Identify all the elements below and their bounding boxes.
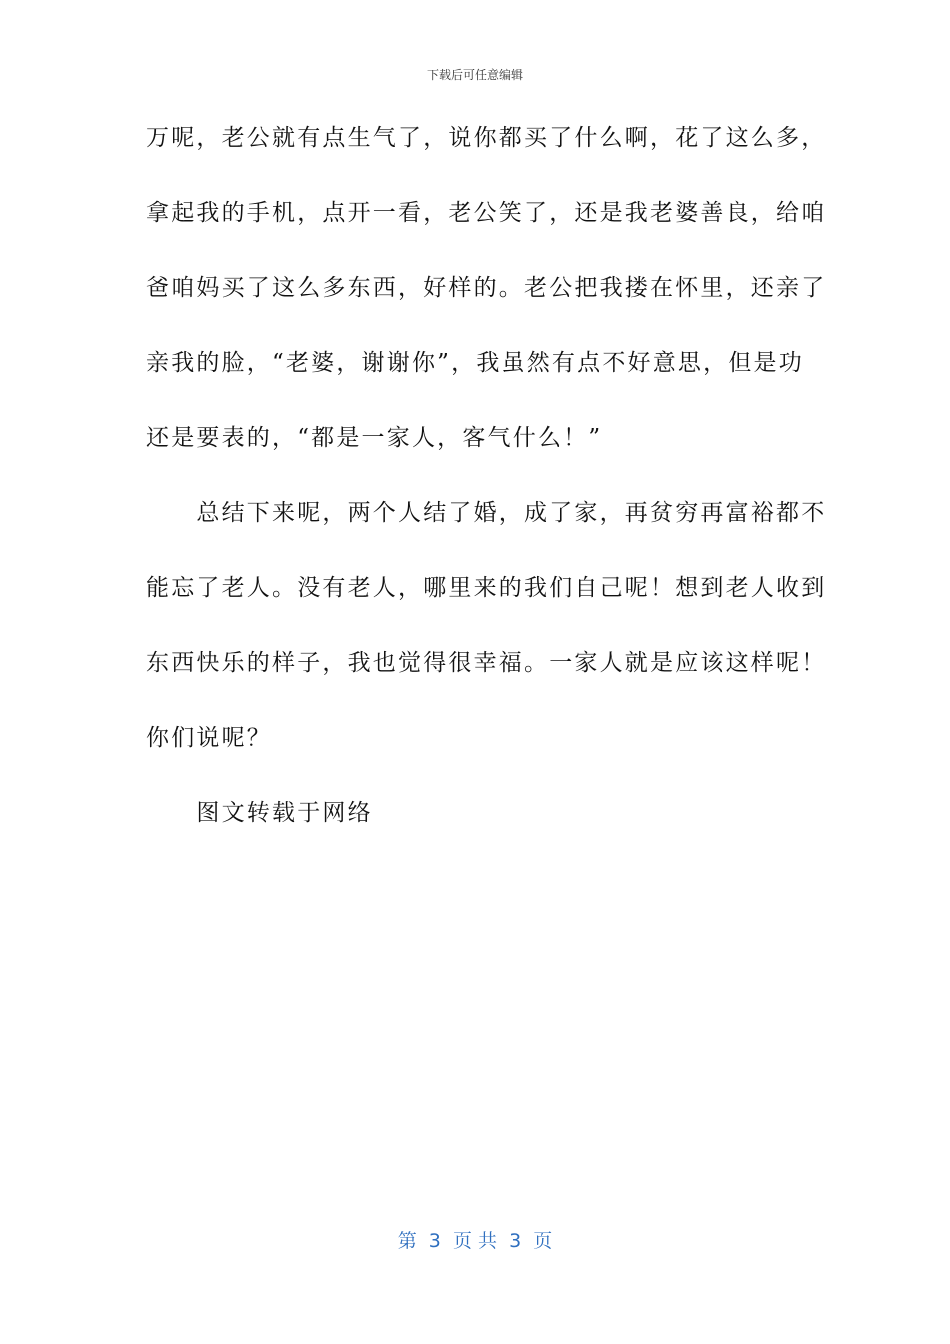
paragraph-line: 你们说呢？ [146,725,272,751]
paragraph-line: 还是要表的，“都是一家人，客气什么！” [146,425,603,451]
source-note: 图文转载于网络 [146,800,373,826]
page-number-footer: 第 3 页 共 3 页 [397,1230,553,1252]
paragraph-line: 能忘了老人。没有老人，哪里来的我们自己呢！想到老人收到 [146,575,827,601]
paragraph-line: 亲我的脸，“老婆，谢谢你”，我虽然有点不好意思，但是功 [146,350,804,376]
paragraph-line: 东西快乐的样子，我也觉得很幸福。一家人就是应该这样呢！ [146,650,827,676]
document-body [146,120,827,870]
paragraph-line: 万呢，老公就有点生气了，说你都买了什么啊，花了这么多， [146,125,827,151]
paragraph-line: 拿起我的手机，点开一看，老公笑了，还是我老婆善良，给咱 [146,200,827,226]
header-note: 下载后可任意编辑 [426,68,523,82]
paragraph-line: 爸咱妈买了这么多东西，好样的。老公把我搂在怀里，还亲了 [146,275,827,301]
paragraph-line: 总结下来呢，两个人结了婚，成了家，再贫穷再富裕都不 [146,500,827,526]
